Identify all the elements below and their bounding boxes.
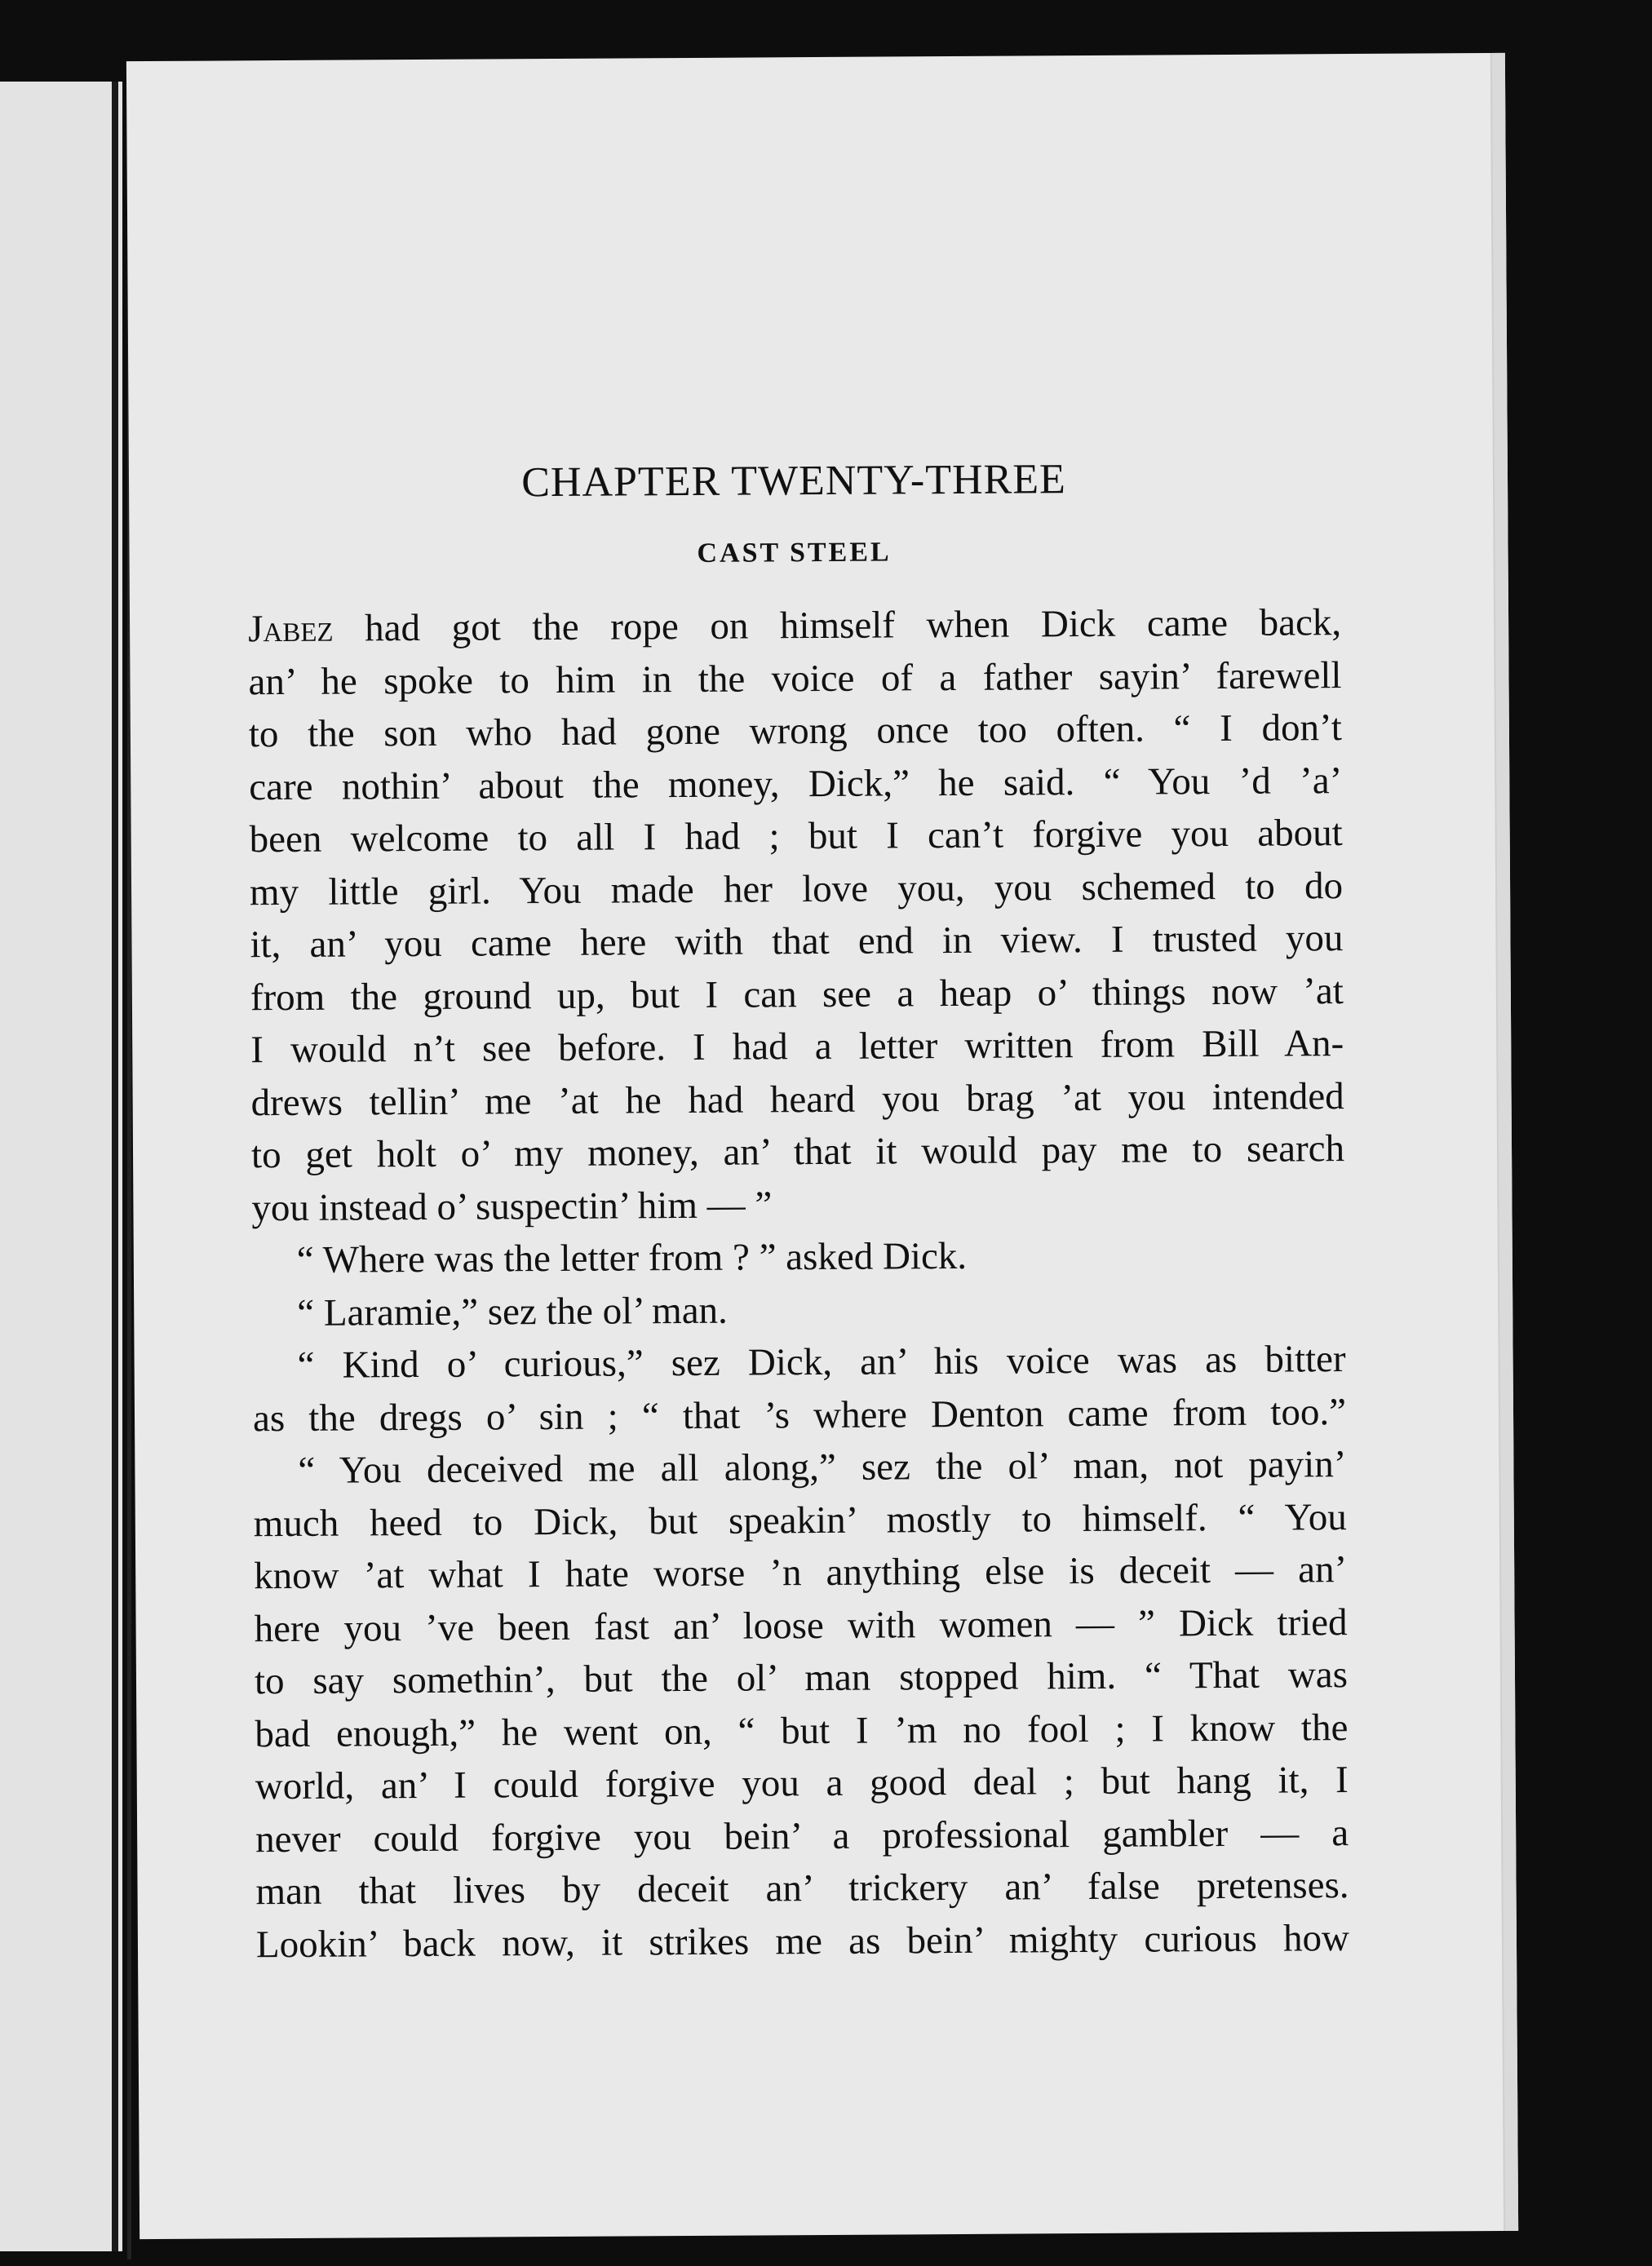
text-line: here you ’ve been fast an’ loose with women — ” Dick tried bbox=[254, 1600, 1348, 1650]
text-line: bad enough,” he went on, “ but I ’m no fool ; I know the bbox=[255, 1706, 1349, 1755]
right-page bbox=[126, 53, 1518, 2239]
text-line: world, an’ I could forgive you a good deal ; but hang it, I bbox=[255, 1759, 1349, 1808]
chapter-subtitle: CAST STEEL bbox=[697, 537, 892, 569]
text-line: been welcome to all I had ; but I can’t forgive you about bbox=[249, 812, 1343, 861]
text-line: never could forgive you bein’ a professional gambler — a bbox=[255, 1811, 1349, 1861]
text-line: from the ground up, but I can see a heap o’ things now ’at bbox=[250, 969, 1344, 1019]
text-line: “ Laramie,” sez the ol’ man. bbox=[297, 1289, 728, 1334]
text-line: as the dregs o’ sin ; “ that ’s where Denton came from too.” bbox=[252, 1390, 1347, 1440]
text-line: man that lives by deceit an’ trickery an’ false pretenses. bbox=[255, 1864, 1349, 1914]
text-line: to say somethin’, but the ol’ man stopped him. “ That was bbox=[254, 1653, 1349, 1703]
left-page-edge bbox=[112, 82, 118, 2251]
drop-word: Jabez bbox=[247, 607, 334, 651]
text-line: “ You deceived me all along,” sez the ol’ man, not payin’ bbox=[298, 1443, 1347, 1492]
text-line: “ Where was the letter from ? ” asked Dick. bbox=[296, 1234, 968, 1281]
text-line: my little girl. You made her love you, you schemed to do bbox=[249, 864, 1344, 914]
text-line: I would n’t see before. I had a letter written from Bill An- bbox=[250, 1022, 1344, 1072]
text-line: an’ he spoke to him in the voice of a father sayin’ farewell bbox=[248, 653, 1342, 703]
text-line: Lookin’ back now, it strikes me as bein’ mighty curious how bbox=[255, 1916, 1350, 1966]
text-line: you instead o’ suspectin’ him — ” bbox=[251, 1183, 773, 1229]
left-page bbox=[0, 82, 122, 2251]
text-line: “ Kind o’ curious,” sez Dick, an’ his voice was as bitter bbox=[297, 1338, 1346, 1387]
text-line: to the son who had gone wrong once too often. “ I don’t bbox=[248, 706, 1343, 756]
text-line: it, an’ you came here with that end in view. I trusted you bbox=[250, 917, 1344, 967]
text-line: know ’at what I hate worse ’n anything else is deceit — an’ bbox=[254, 1548, 1348, 1598]
text-line: much heed to Dick, but speakin’ mostly to himself. “ You bbox=[253, 1495, 1347, 1545]
text-line: drews tellin’ me ’at he had heard you brag ’at you intended bbox=[250, 1074, 1344, 1124]
text-line: care nothin’ about the money, Dick,” he said. “ You ’d ’a’ bbox=[249, 759, 1343, 808]
text-line: Jabez had got the rope on himself when Dick came back, bbox=[247, 601, 1342, 651]
body-text bbox=[248, 596, 1349, 1971]
text-block bbox=[247, 454, 1349, 1971]
chapter-title: CHAPTER TWENTY-THREE bbox=[521, 456, 1066, 507]
text-line: to get holt o’ my money, an’ that it would pay me to search bbox=[250, 1127, 1345, 1177]
page-edge bbox=[1490, 53, 1518, 2231]
